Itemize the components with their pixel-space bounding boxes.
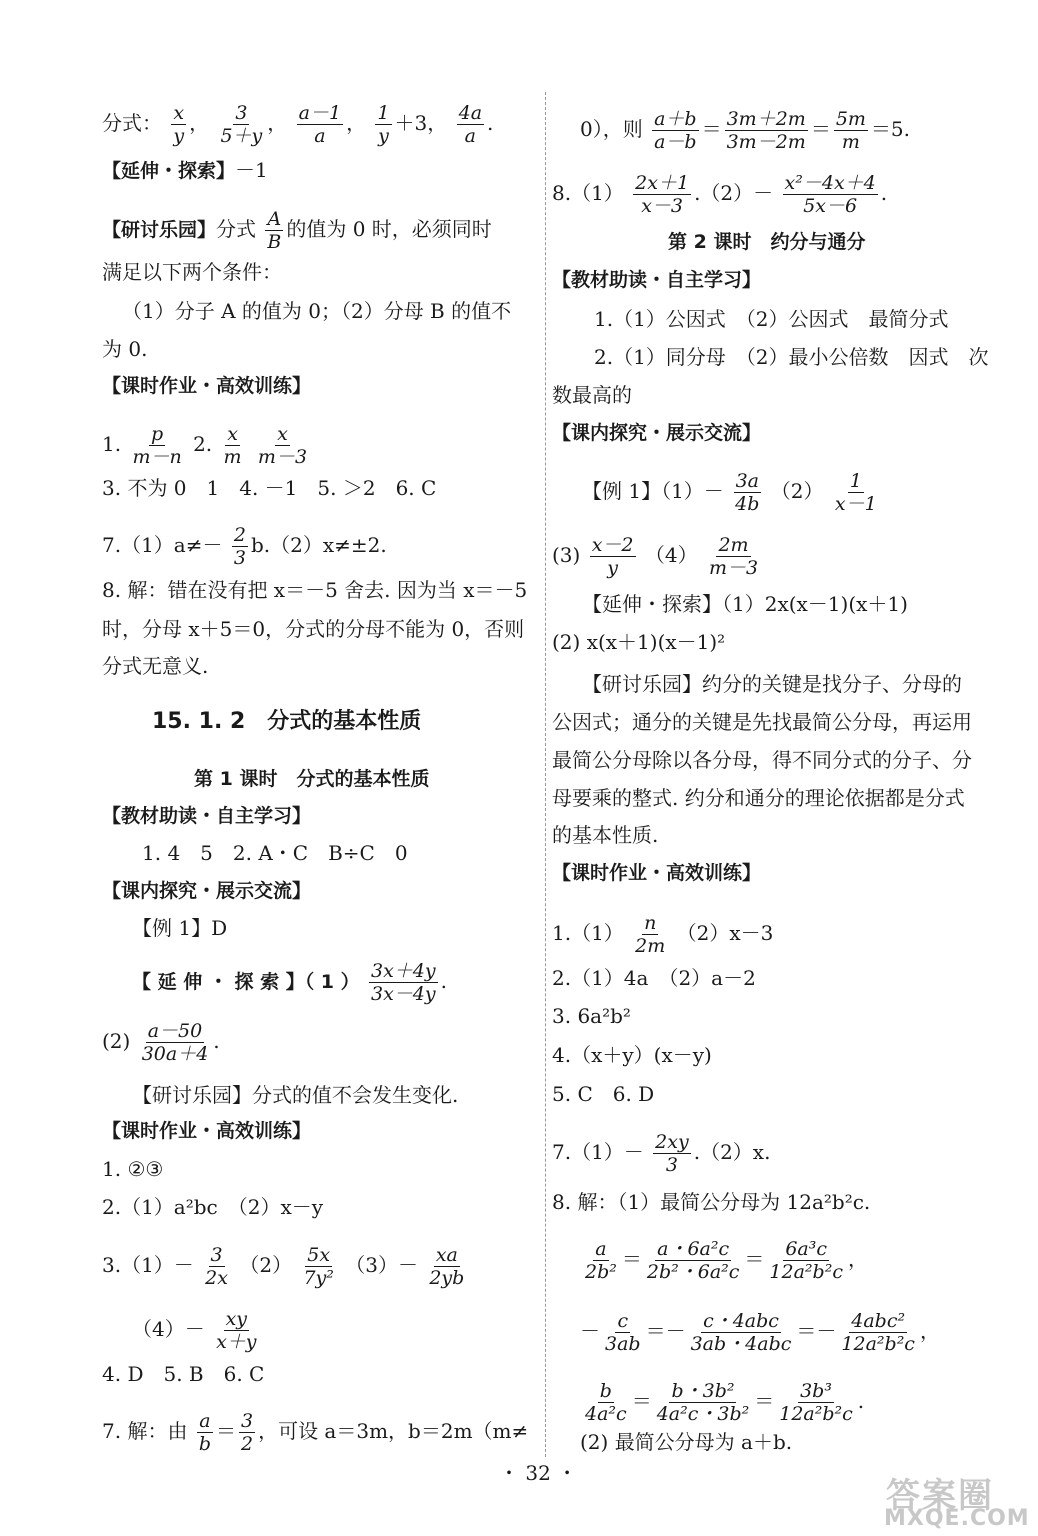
hw-answer-3-4: （4）－ $\frac{xy}{x+y}$: [132, 1308, 257, 1353]
discussion-line-2: 满足以下两个条件：: [102, 260, 282, 284]
fraction: 4abc² 12a²b²c: [841, 1310, 915, 1355]
extend-explore: 【延伸・探索】－1: [102, 158, 268, 182]
hw3-answer-7: 7.（1）－ $\frac{2xy}{3}$ .（2）x.: [552, 1131, 771, 1176]
fraction: $\frac{3x+4y}{3x-4y}$: [371, 960, 436, 1005]
answer-q8-line2: 时，分母 x＋5＝0，分式的分母不能为 0，否则: [102, 617, 525, 641]
extend-explore-2b: (2) $\frac{a-50}{30a+4}$ .: [102, 1020, 220, 1065]
fraction: $\frac{p}{m-n}$: [132, 423, 182, 468]
fraction: $\frac{3}{2}$: [240, 1410, 254, 1455]
fraction: $\frac{2}{3}$: [233, 524, 246, 569]
hw3-answer-1: 1.（1） $\frac{n}{2m}$ （2）x－3: [552, 912, 774, 957]
hw3-answer-3: 3. 6a²b²: [552, 1004, 631, 1028]
section-label-homework-3: 【课时作业・高效训练】: [552, 862, 762, 884]
fraction: $\frac{3}{5+y}$: [220, 102, 263, 147]
fraction: $\frac{a+b}{a-b}$: [654, 108, 697, 153]
fraction-list-line: 分式： $\frac{x}{y}$ ， $\frac{3}{5+y}$ ， $\frac{a-1}{a}$ ， $\frac{1}{y}$ ＋3， $\frac{4a}{a}$ .: [102, 102, 494, 147]
fraction: $\frac{5m}{m}$: [835, 108, 866, 153]
fraction: $\frac{\text{a・6a²c}}{\text{2b²・6a²c}}$: [646, 1238, 740, 1283]
example-1-line-1: 【例 1】（1）－ $\frac{3a}{4b}$ （2） $\frac{1}{x-1}$: [582, 470, 877, 515]
fraction: $\frac{x}{m-3}$: [257, 423, 308, 468]
hw3-answer-5-6: 5. C 6. D: [552, 1082, 655, 1106]
section-label-inclass-2: 【课内探究・展示交流】: [552, 422, 762, 444]
discussion-3-line-5: 的基本性质.: [552, 823, 659, 847]
fraction: $\frac{c}{3ab}$: [605, 1310, 641, 1355]
hw3-answer-4: 4.（x＋y）(x－y): [552, 1043, 712, 1067]
answer-q8-line3: 分式无意义.: [102, 654, 209, 678]
section-label-textbook: 【教材助读・自主学习】: [102, 805, 312, 827]
answer-q7: 7.（1）a≠－ $\frac{2}{3}$ b.（2）x≠±2.: [102, 524, 387, 569]
fraction: $\frac{a}{b}$: [198, 1410, 211, 1455]
extend-explore-3: 【延伸・探索】（1）2x(x－1)(x＋1): [582, 592, 908, 616]
fraction: $\frac{\text{b・3b²}}{\text{4a²c・3b²}}$: [656, 1380, 750, 1425]
answer-q1-q2: 1. $\frac{p}{m-n}$ 2. $\frac{x}{m}$ $\frac{x}{m-3}$: [102, 423, 308, 468]
fraction: $\frac{3m+2m}{3m-2m}$: [726, 108, 806, 153]
hw-answer-1: 1. ②③: [102, 1157, 164, 1181]
fraction: $\frac{a-50}{30a+4}$: [141, 1020, 209, 1065]
textbook-answer-2: 2.（1）同分母 （2）最小公倍数 因式 次: [594, 345, 989, 369]
fraction: $\frac{a-1}{a}$: [298, 102, 342, 147]
hw-answer-4-6: 4. D 5. B 6. C: [102, 1362, 265, 1386]
fraction: $\frac{xy}{x+y}$: [216, 1308, 257, 1353]
discussion-3-line-4: 母要乘的整式. 约分和通分的理论依据都是分式: [552, 786, 965, 810]
example-1-line-2: (3) $\frac{x-2}{y}$ （4） $\frac{2m}{m-3}$: [552, 534, 759, 579]
discussion-3-line-3: 最简公分母除以各分母，得不同分式的分子、分: [552, 748, 972, 772]
fraction: $\frac{x}{y}$: [173, 102, 185, 147]
fraction: $\frac{a}{\text{2b²}}$: [585, 1238, 617, 1283]
fraction: $\frac{2xy}{3}$: [655, 1131, 689, 1176]
fraction: $\frac{4a}{a}$: [458, 102, 483, 147]
answer-q3-q6: 3. 不为 0 1 4. －1 5. ＞2 6. C: [102, 476, 437, 500]
textbook-answers: 1. 4 5 2. A・C B÷C 0: [142, 841, 408, 865]
example-1: 【例 1】D: [132, 916, 228, 940]
fraction: $\frac{\text{6a³c}}{\text{12a²b²c}}$: [769, 1238, 843, 1283]
fraction: $\frac{x}{m}$: [223, 423, 242, 468]
fraction: $\frac{xa}{2yb}$: [429, 1244, 465, 1289]
fraction: $\frac{5x}{\text{7y²}}$: [303, 1244, 334, 1289]
textbook-answer-1: 1.（1）公因式 （2）公因式 最简分式: [594, 307, 949, 331]
fraction: $\frac{x-2}{y}$: [591, 534, 634, 579]
equation-1: $\frac{a}{\text{2b²}}$ ＝ $\frac{\text{a・6a²c}}{\text{2b²・6a²c}}$ ＝ $\frac{\text{6a³c}}{\text{12a²b²c}}$ ，: [585, 1238, 868, 1283]
fraction: $\frac{1}{x-1}$: [834, 470, 877, 515]
label-text: 分式：: [102, 111, 162, 135]
hw3-answer-2: 2.（1）4a （2）a－2: [552, 966, 756, 990]
answer-q8-line1: 8. 解：错在没有把 x＝－5 舍去. 因为当 x＝－5: [102, 578, 528, 602]
watermark-logo: 答案圈 MXQE.COM: [884, 1476, 1030, 1531]
fraction: $\frac{A}{B}$: [267, 208, 282, 253]
hw3-answer-8: 8. 解：（1）最简公分母为 12a²b²c.: [552, 1190, 871, 1214]
textbook-answer-2b: 数最高的: [552, 383, 632, 407]
fraction: $\frac{2m}{m-3}$: [708, 534, 759, 579]
hw-answer-2: 2.（1）a²bc （2）x－y: [102, 1195, 324, 1219]
hw-answer-3: 3.（1）－ $\frac{3}{2x}$ （2） $\frac{5x}{\text{7y²}}$ （3）－ $\frac{xa}{2yb}$: [102, 1244, 465, 1289]
discussion-2: 【研讨乐园】分式的值不会发生变化.: [132, 1083, 459, 1107]
hw-answer-7: 7. 解：由 $\frac{a}{b}$ ＝ $\frac{3}{2}$ ，可设 a＝3m，b＝2m（m≠: [102, 1410, 529, 1455]
section-label-homework: 【课时作业・高效训练】: [102, 375, 312, 397]
section-label-homework-2: 【课时作业・高效训练】: [102, 1120, 312, 1142]
fraction: $\frac{b}{\text{4a²c}}$: [585, 1380, 627, 1425]
discussion-line-3: （1）分子 A 的值为 0；（2）分母 B 的值不: [122, 299, 512, 323]
extend-explore-3b: (2) x(x＋1)(x－1)²: [552, 630, 726, 654]
fraction: $\frac{3a}{4b}$: [735, 470, 760, 515]
section-label-textbook-2: 【教材助读・自主学习】: [552, 269, 762, 291]
equation-3: $\frac{b}{\text{4a²c}}$ ＝ $\frac{\text{b・3b²}}{\text{4a²c・3b²}}$ ＝ $\frac{\text{3b³}}{\text{12a²b²c}}$ .: [585, 1380, 865, 1425]
equation-2: － $\frac{c}{3ab}$ ＝－ c・4abc 3ab・4abc ＝－ 4abc² 12a²b²c ，: [580, 1310, 940, 1355]
continued-line: 0），则 $\frac{a+b}{a-b}$ ＝ $\frac{3m+2m}{3m-2m}$ ＝ $\frac{5m}{m}$ ＝5.: [580, 108, 911, 153]
fraction: c・4abc 3ab・4abc: [690, 1310, 792, 1355]
fraction: $\frac{\text{3b³}}{\text{12a²b²c}}$: [779, 1380, 853, 1425]
hw3-answer-8b: (2) 最简公分母为 a＋b.: [580, 1430, 793, 1454]
discussion-line-4: 为 0.: [102, 337, 148, 361]
extend-explore-2: 【 延 伸 ・ 探 索 】（ 1 ） $\frac{3x+4y}{3x-4y}$ .: [132, 960, 447, 1005]
section-title: 15. 1. 2 分式的基本性质: [152, 709, 422, 734]
fraction: $\frac{2x+1}{x-3}$: [635, 172, 690, 217]
fraction: $\frac{n}{2m}$: [635, 912, 666, 957]
answer-8: 8.（1） $\frac{2x+1}{x-3}$ .（2）－ $\frac{\text{x²－4x＋4}}{5x-6}$ .: [552, 172, 888, 217]
discussion-line-1: 【研讨乐园】分式 $\frac{A}{B}$ 的值为 0 时，必须同时: [102, 208, 492, 253]
discussion-3-line-2: 公因式；通分的关键是先找最简公分母，再运用: [552, 710, 972, 734]
fraction: $\frac{3}{2x}$: [205, 1244, 228, 1289]
section-label-inclass: 【课内探究・展示交流】: [102, 880, 312, 902]
column-divider: [545, 92, 546, 1457]
discussion-3-line-1: 【研讨乐园】约分的关键是找分子、分母的: [582, 672, 962, 696]
lesson-title-2: 第 2 课时 约分与通分: [668, 231, 866, 253]
lesson-title: 第 1 课时 分式的基本性质: [194, 768, 430, 790]
fraction: $\frac{1}{y}$: [377, 102, 390, 147]
page-number: ・ 32 ・: [499, 1461, 578, 1485]
fraction: $\frac{\text{x²－4x＋4}}{5x-6}$: [784, 172, 876, 217]
